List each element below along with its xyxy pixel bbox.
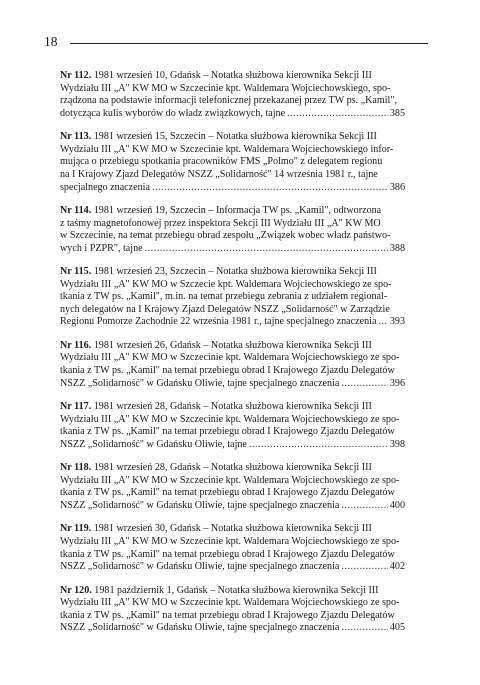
entry-text: 1981 wrzesień 26, Gdańsk – Notatka służbowa kierownika Sekcji III: [91, 339, 372, 351]
entry-text: NSZZ „Solidarność" w Gdańsku Oliwie, tajne: [60, 438, 247, 450]
entry-line: [60, 401, 405, 414]
entry-line: tkania z TW ps. „Kamil" na temat przebiegu obrad I Krajowego Zjazdu Delegatów: [60, 365, 395, 377]
entry-page: 400: [389, 500, 405, 511]
entry-number: Nr 120.: [60, 584, 92, 596]
entry-line: na I Krajowy Zjazd Delegatów NSZZ „Solidarność" 14 września 1981 r., tajne: [60, 168, 378, 180]
entry-page: 386: [389, 181, 405, 193]
entry-line: z taśmy magnetofonowej przez inspektora Sekcji III Wydziału III „A" KW MO: [60, 217, 381, 229]
leader-dots: [341, 622, 387, 635]
toc-entry: [60, 462, 405, 512]
entry-text: 1981 wrzesień 28, Gdańsk – Notatka służbowa kierownika Sekcji III: [91, 401, 372, 413]
entry-line: Wydziału III „A" KW MO w Szczecinie kpt. Waldemara Wojciechowskiego ze spo-: [60, 535, 400, 547]
entry-line: [60, 131, 405, 144]
entry-page: 385: [389, 107, 405, 119]
entry-line: [60, 70, 405, 83]
entry-last-line: [60, 108, 405, 121]
entry-line: Wydziału III „A" KW MO w Szczecinie kpt. Waldemara Wojciechowskiego ze spo-: [60, 352, 400, 364]
entry-page: 398: [389, 438, 405, 450]
entry-line: [60, 523, 405, 536]
toc-entry: [60, 70, 405, 120]
entry-line: Wydziału III „A" KW MO w Szczecinie kpt. Waldemara Wojciechowskiego ze spo-: [60, 597, 400, 609]
entry-last-line: [60, 316, 405, 329]
entry-text: 1981 wrzesień 10, Gdańsk – Notatka służbowa kierownika Sekcji III: [91, 70, 372, 81]
entry-line: Wydziału III „A" KW MO w Szczecinie kpt. Waldemara Wojciechowskiego ze spo-: [60, 413, 400, 425]
leader-dots: [152, 182, 388, 195]
entry-line: [60, 340, 405, 353]
entry-page: 405: [389, 622, 405, 634]
entry-line: Wydziału III „A" KW MO w Szczecinie kpt. Waldemara Wojciechowskiego, spo-: [60, 82, 391, 94]
header-rule: [70, 43, 428, 44]
entry-line: tkania z TW ps. „Kamil" na temat przebiegu obrad I Krajowego Zjazdu Delegatów: [60, 548, 395, 560]
entry-text: 1981 wrzesień 23, Szczecin – Notatka służbowa kierownika Sekcji III: [91, 266, 377, 278]
leader-dots: [378, 316, 387, 329]
entry-line: Wydziału III „A" KW MO w Szczecinie kpt. Waldemara Wojciechowskiego ze spo-: [60, 474, 400, 486]
entry-last-line: [60, 243, 405, 256]
toc-entry: [60, 340, 405, 390]
entry-text: 1981 wrzesień 15, Szczecin – Notatka służbowa kierownika Sekcji III: [91, 131, 377, 143]
entry-page: 396: [389, 377, 405, 389]
entry-line: mująca o przebiegu spotkania pracowników FMS „Polmo" z delegatem regionu: [60, 156, 383, 168]
leader-dots: [341, 378, 387, 391]
entry-line: tkania z TW ps. „Kamil", m.in. na temat przebiegu zebrania z udziałem regional-: [60, 291, 388, 303]
entry-page: 402: [389, 561, 405, 573]
leader-dots: [145, 243, 388, 256]
entry-last-line: [60, 439, 405, 452]
entry-page: 393: [389, 316, 405, 328]
entry-text: 1981 wrzesień 30, Gdańsk – Notatka służbowa kierownika Sekcji III: [91, 523, 372, 535]
toc-entry: [60, 401, 405, 451]
leader-dots: [341, 561, 387, 574]
toc-entry: [60, 585, 405, 635]
entry-number: Nr 118.: [60, 462, 92, 474]
entry-last-line: [60, 378, 405, 391]
entry-text: dotycząca kulis wyborów do władz związkowych, tajne: [60, 107, 286, 119]
entry-text: 1981 wrzesień 19, Szczecin – Informacja TW ps. „Kamil", odtworzona: [91, 204, 382, 216]
page-number: 18: [44, 34, 58, 49]
entry-text: Regionu Pomorze Zachodnie 22 września 1981 r., tajne specjalnego znaczenia: [60, 316, 377, 328]
entry-number: Nr 112.: [60, 70, 92, 81]
entry-text: 1981 wrzesień 28, Gdańsk – Notatka służbowa kierownika Sekcji III: [91, 462, 372, 474]
entry-number: Nr 119.: [60, 523, 92, 535]
entry-line: [60, 585, 405, 598]
entry-line: [60, 205, 405, 218]
leader-dots: [287, 108, 388, 121]
entry-line: tkania z TW ps. „Kamil" na temat przebiegu obrad I Krajowego Zjazdu Delegatów: [60, 426, 395, 438]
entry-number: Nr 117.: [60, 401, 92, 413]
entry-text: 1981 październik 1, Gdańsk – Notatka służbowa kierownika Sekcji III: [91, 584, 379, 596]
leader-dots: [341, 500, 387, 513]
leader-dots: [249, 439, 388, 452]
toc-entry: [60, 523, 405, 573]
entry-line: tkania z TW ps. „Kamil" na temat przebiegu obrad I Krajowego Zjazdu Delegatów: [60, 609, 395, 621]
page-header: [44, 34, 428, 54]
entry-text: NSZZ „Solidarność" w Gdańsku Oliwie, tajne specjalnego znaczenia: [60, 561, 340, 573]
entry-line: nych delegatów na I Krajowy Zjazd Delegatów NSZZ „Solidarność" w Zarządzie: [60, 303, 390, 315]
entry-text: NSZZ „Solidarność" w Gdańsku Oliwie, tajne specjalnego znaczenia: [60, 377, 340, 389]
entry-last-line: [60, 561, 405, 574]
entry-text: specjalnego znaczenia: [60, 181, 150, 193]
toc-entry: [60, 131, 405, 194]
entry-last-line: [60, 622, 405, 635]
entry-last-line: [60, 182, 405, 195]
entry-line: [60, 266, 405, 279]
entry-number: Nr 115.: [60, 266, 92, 278]
entry-line: [60, 462, 405, 475]
entry-line: w Szczecinie, na temat przebiegu obrad zespołu „Związek wobec władz państwo-: [60, 230, 391, 242]
toc-entry: [60, 266, 405, 329]
entry-last-line: [60, 500, 405, 513]
entry-line: rządzona na podstawie informacji telefonicznej przekazanej przez TW ps. „Kamil",: [60, 95, 397, 107]
entry-text: NSZZ „Solidarność" w Gdańsku Oliwie, tajne specjalnego znaczenia: [60, 500, 340, 511]
toc-entry: [60, 205, 405, 255]
entry-line: Wydziału III „A" KW MO w Szczecie kpt. Waldemara Wojciechowskiego ze spo-: [60, 278, 392, 290]
entry-line: tkania z TW ps. „Kamil" na temat przebiegu obrad I Krajowego Zjazdu Delegatów: [60, 487, 395, 499]
entry-page: 388: [389, 242, 405, 254]
toc-list: [60, 70, 405, 646]
entry-text: wych i PZPR", tajne: [60, 242, 143, 254]
entry-number: Nr 114.: [60, 204, 92, 216]
entry-number: Nr 113.: [60, 131, 92, 143]
entry-text: NSZZ „Solidarność" w Gdańsku Oliwie, tajne specjalnego znaczenia: [60, 622, 340, 634]
entry-number: Nr 116.: [60, 339, 92, 351]
entry-line: Wydziału III „A" KW MO w Szczecinie kpt. Waldemara Wojciechowskiego infor-: [60, 143, 394, 155]
